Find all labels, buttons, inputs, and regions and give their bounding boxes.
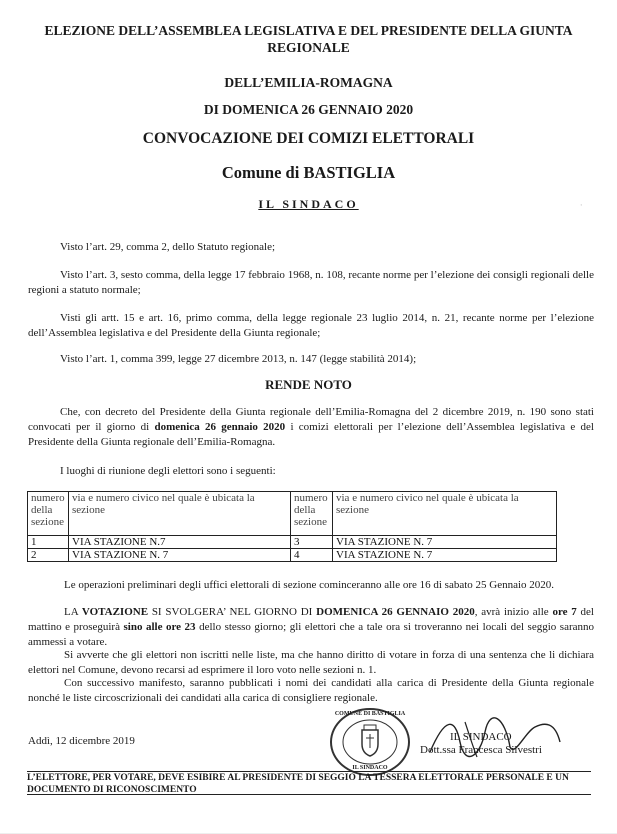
table-row: 2 VIA STAZIONE N. 7 4 VIA STAZIONE N. 7 <box>28 549 557 562</box>
manifesto-paragraph: Con successivo manifesto, saranno pubblicati i nomi dei candidati alla carica di Presidente della Giunta regionale nonché le liste circoscrizionali dei candidati alla carica di consigliere regionale. <box>28 677 594 704</box>
visto-2: Visto l’art. 3, sesto comma, della legge 17 febbraio 1968, n. 108, recante norme per l’elezione dei consigli regionali delle regioni a statuto normale; <box>28 269 594 296</box>
col-header-via: via e numero civico nel quale è ubicata la sezione <box>333 492 557 536</box>
votazione-paragraph: LA VOTAZIONE SI SVOLGERA’ NEL GIORNO DI DOMENICA 26 GENNAIO 2020, avrà inizio alle ore 7 del mattino e proseguirà sino alle ore 23 dello stesso giorno; gli elettori che a tale ora si troveranno nei locali del seggio saranno ammessi a votare. <box>28 606 594 648</box>
luoghi-intro: I luoghi di riunione degli elettori sono i seguenti: <box>60 465 276 477</box>
visto-4: Visto l’art. 1, comma 399, legge 27 dicembre 2013, n. 147 (legge stabilità 2014); <box>60 353 417 365</box>
signature-name: Dott.ssa Francesca Silvestri <box>420 744 542 756</box>
sindaco-heading: IL SINDACO <box>258 197 359 211</box>
sezioni-table <box>27 491 557 562</box>
col-header-via: via e numero civico nel quale è ubicata la sezione <box>69 492 291 536</box>
election-date: DI DOMENICA 26 GENNAIO 2020 <box>203 102 414 117</box>
col-header-numero: numero della sezione <box>28 492 69 536</box>
decreto-paragraph: Che, con decreto del Presidente della Giunta regionale dell’Emilia-Romagna del 2 dicembre 2019, n. 190 sono stati convocati per il giorno di domenica 26 gennaio 2020 i comizi elettorali per l’elezione dell’Assemblea legislativa e del Presidente della Giunta regionale dell’Emilia-Romagna. <box>28 406 594 448</box>
visto-1: Visto l’art. 29, comma 2, dello Statuto regionale; <box>60 241 276 253</box>
footer-notice: L’ELETTORE, PER VOTARE, DEVE ESIBIRE AL PRESIDENTE DI SEGGIO LA TESSERA ELETTORALE PERSONALE E UN DOCUMENTO DI RICONOSCIMENTO <box>27 773 569 795</box>
rende-noto: RENDE NOTO <box>265 377 352 392</box>
official-stamp <box>330 708 410 776</box>
avverte-paragraph: Si avverte che gli elettori non iscritti nelle liste, ma che hanno diritto di votare in forza di una sentenza che li dichiara elettori nel Comune, devono recarsi ad esprimere il loro voto nelle sezioni n. 1. <box>28 649 594 676</box>
footer-box <box>27 771 591 795</box>
operazioni-paragraph: Le operazioni preliminari degli uffici elettorali di sezione cominceranno alle ore 16 di sabato 25 Gennaio 2020. <box>64 579 555 591</box>
title-line-3: DELL’EMILIA-ROMAGNA <box>224 75 393 90</box>
signature-title: IL SINDACO <box>450 731 512 743</box>
scan-mark: · <box>580 200 583 210</box>
convocazione-title: CONVOCAZIONE DEI COMIZI ELETTORALI <box>142 130 475 147</box>
handwritten-signature-icon <box>425 712 565 762</box>
table-header-row <box>28 492 557 536</box>
title-line-2: REGIONALE <box>267 40 350 55</box>
stamp-top-text: COMUNE DI BASTIGLIA <box>334 711 406 717</box>
date-place: Addì, 12 dicembre 2019 <box>28 735 135 747</box>
visto-3: Visti gli artt. 15 e art. 16, primo comma, della legge regionale 23 luglio 2014, n. 21, recante norme per l’elezione dell’Assemblea legislativa e del Presidente della Giunta regionale; <box>28 312 594 339</box>
col-header-numero: numero della sezione <box>291 492 333 536</box>
table-row: 1 VIA STAZIONE N.7 3 VIA STAZIONE N. 7 <box>28 536 557 549</box>
comune-name: Comune di BASTIGLIA <box>221 163 396 182</box>
stamp-bottom-text: IL SINDACO <box>352 765 388 771</box>
title-line-1: ELEZIONE DELL’ASSEMBLEA LEGISLATIVA E DEL PRESIDENTE DELLA GIUNTA <box>44 23 573 38</box>
